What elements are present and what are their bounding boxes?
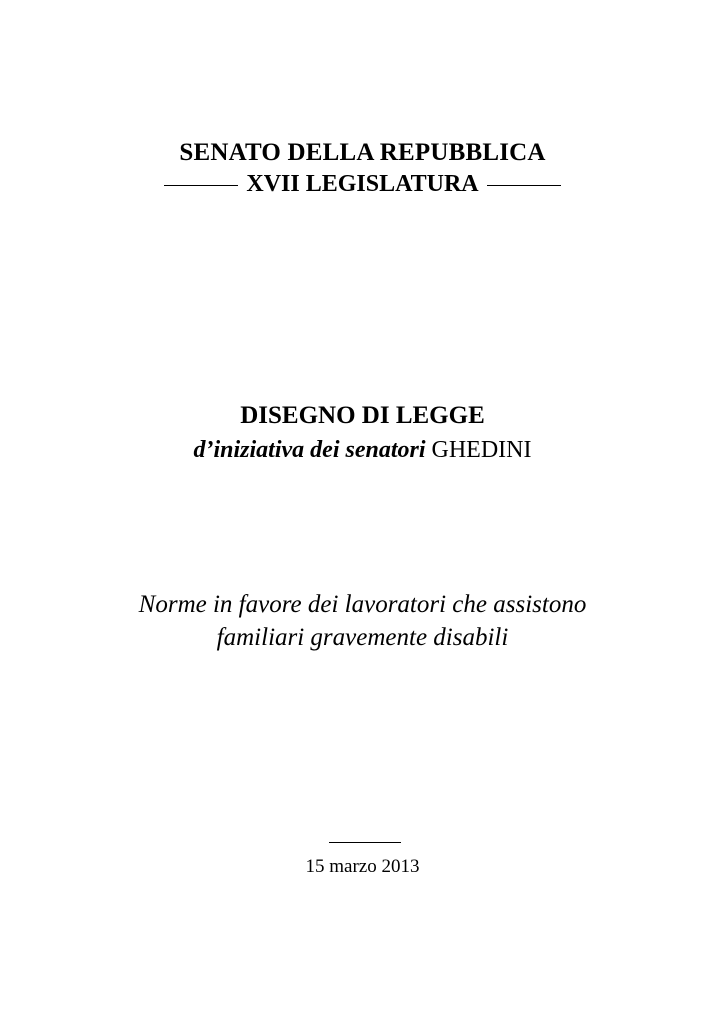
- bill-title: DISEGNO DI LEGGE: [240, 402, 485, 429]
- legislature-right-rule: [487, 185, 561, 186]
- initiative-senators: GHEDINI: [431, 437, 532, 463]
- initiative-lead: d’iniziativa dei senatori: [193, 437, 426, 463]
- bill-subject-line-2: familiari gravemente disabili: [216, 624, 509, 651]
- bill-subject-line-1: Norme in favore dei lavoratori che assistono: [138, 591, 587, 618]
- senate-heading: SENATO DELLA REPUBBLICA: [179, 139, 546, 166]
- legislature-left-rule: [164, 185, 238, 186]
- date-divider: [329, 842, 401, 843]
- bill-initiative: [0, 437, 725, 464]
- bill-date: 15 marzo 2013: [305, 856, 420, 877]
- legislature-label: XVII LEGISLATURA: [246, 171, 479, 197]
- legislature-heading: [0, 171, 725, 198]
